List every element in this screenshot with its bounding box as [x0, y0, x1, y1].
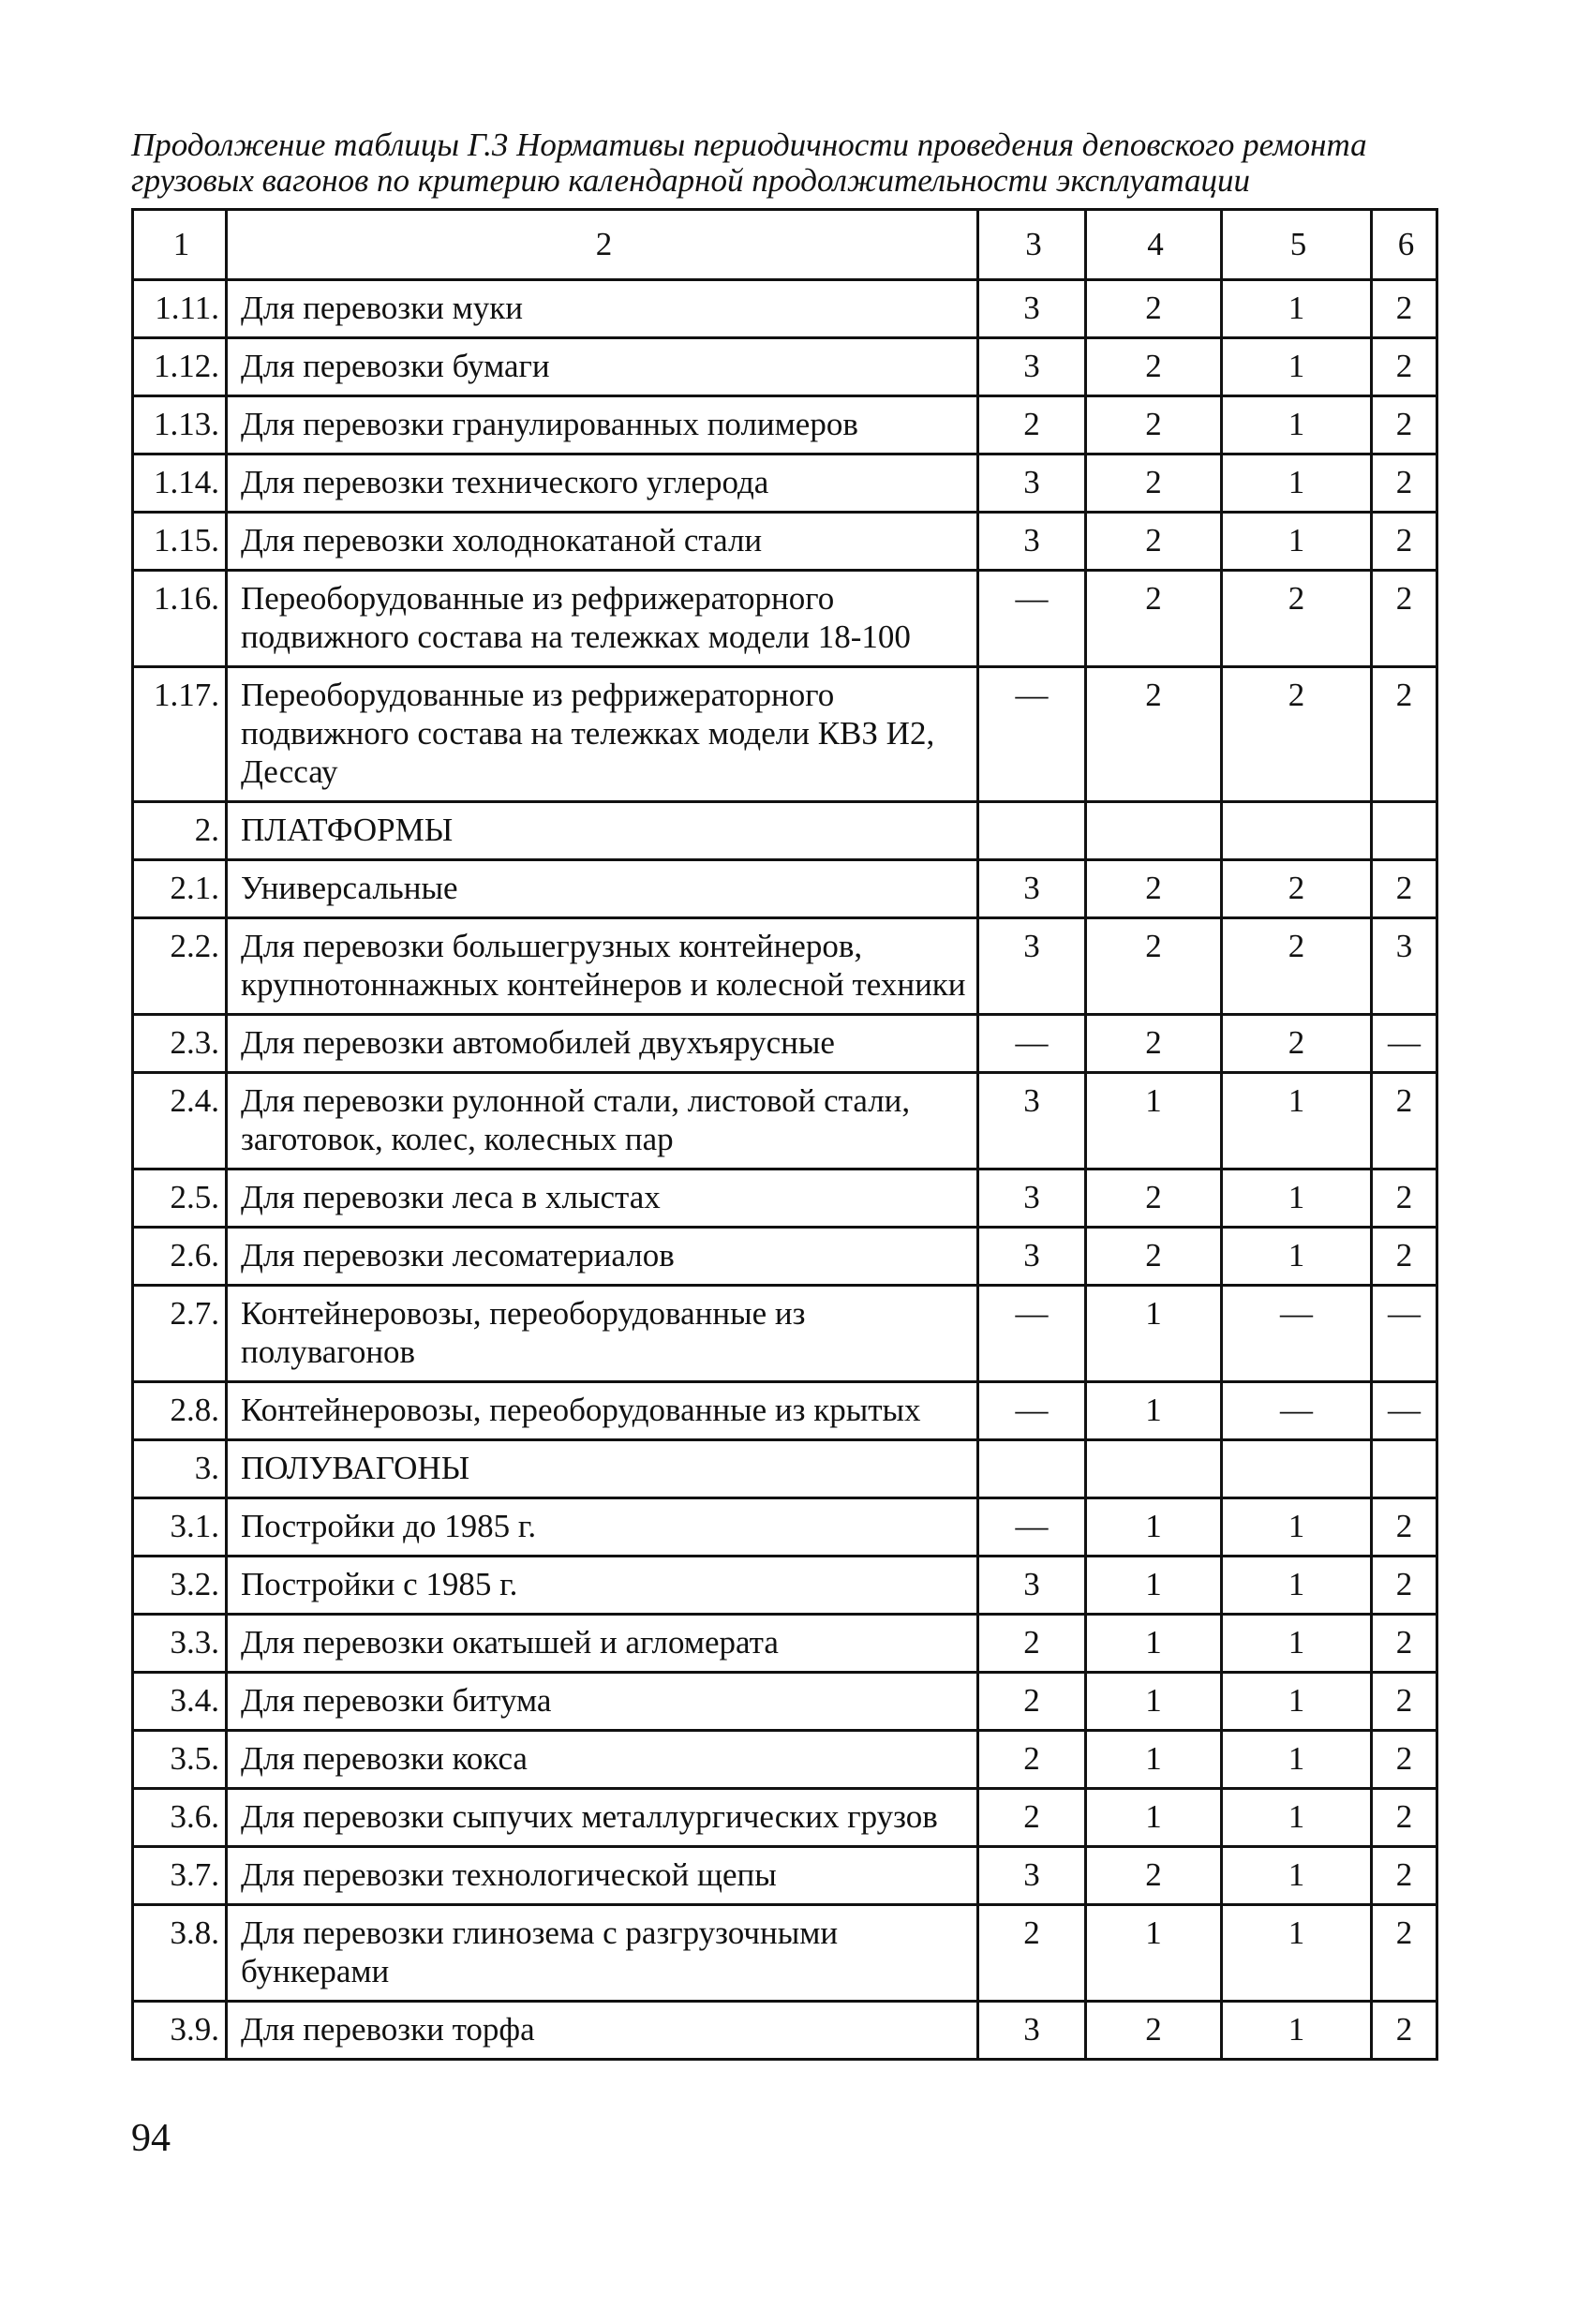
value-cell-col5: 1 — [1222, 1615, 1372, 1673]
value-cell-col3: — — [978, 1286, 1086, 1382]
value-cell-col3: 2 — [978, 1673, 1086, 1731]
value-cell-col5: 1 — [1222, 1847, 1372, 1905]
value-cell-col3 — [978, 802, 1086, 860]
value-cell-col3: 2 — [978, 396, 1086, 454]
description-cell: Переоборудованные из рефрижераторного подвижного состава на тележках модели 18-100 — [227, 571, 978, 667]
description-cell: Для перевозки технического углерода — [227, 454, 978, 513]
value-cell-col5: 2 — [1222, 667, 1372, 802]
header-cell: 4 — [1086, 210, 1222, 280]
table-row — [133, 1615, 1437, 1673]
value-cell-col3: 3 — [978, 338, 1086, 396]
header-cell: 2 — [227, 210, 978, 280]
value-cell-col3: 3 — [978, 454, 1086, 513]
value-cell-col3: 3 — [978, 860, 1086, 918]
value-cell-col6: 2 — [1372, 1228, 1437, 1286]
value-cell-col6: 2 — [1372, 338, 1437, 396]
value-cell-col4: 2 — [1086, 280, 1222, 338]
value-cell-col4: 1 — [1086, 1073, 1222, 1169]
value-cell-col3: 2 — [978, 1789, 1086, 1847]
row-number-cell: 2.8. — [133, 1382, 227, 1440]
table-row — [133, 1673, 1437, 1731]
value-cell-col3: 3 — [978, 918, 1086, 1015]
value-cell-col4: 1 — [1086, 1789, 1222, 1847]
description-cell: Для перевозки сыпучих металлургических грузов — [227, 1789, 978, 1847]
value-cell-col5 — [1222, 1440, 1372, 1498]
row-number-cell: 1.11. — [133, 280, 227, 338]
row-number-cell: 3. — [133, 1440, 227, 1498]
description-cell: Постройки до 1985 г. — [227, 1498, 978, 1557]
value-cell-col4: 1 — [1086, 1557, 1222, 1615]
value-cell-col5: 2 — [1222, 918, 1372, 1015]
description-cell: Для перевозки рулонной стали, листовой стали, заготовок, колес, колесных пар — [227, 1073, 978, 1169]
value-cell-col3: — — [978, 1382, 1086, 1440]
value-cell-col6: 2 — [1372, 396, 1437, 454]
value-cell-col3: 3 — [978, 513, 1086, 571]
value-cell-col5: 1 — [1222, 1073, 1372, 1169]
value-cell-col3: 3 — [978, 1847, 1086, 1905]
value-cell-col5: 1 — [1222, 513, 1372, 571]
description-cell: Для перевозки глинозема с разгрузочными бункерами — [227, 1905, 978, 2002]
value-cell-col5: 2 — [1222, 571, 1372, 667]
value-cell-col4: 1 — [1086, 1615, 1222, 1673]
value-cell-col6: 2 — [1372, 1498, 1437, 1557]
table-row — [133, 1169, 1437, 1228]
row-number-cell: 2.7. — [133, 1286, 227, 1382]
value-cell-col6: 2 — [1372, 1673, 1437, 1731]
table-caption — [131, 127, 1443, 199]
value-cell-col4: 1 — [1086, 1673, 1222, 1731]
value-cell-col5: 1 — [1222, 1673, 1372, 1731]
row-number-cell: 2. — [133, 802, 227, 860]
table-row — [133, 2002, 1437, 2060]
table-row — [133, 454, 1437, 513]
value-cell-col3: 2 — [978, 1731, 1086, 1789]
row-number-cell: 2.6. — [133, 1228, 227, 1286]
table-row — [133, 396, 1437, 454]
description-cell: Постройки с 1985 г. — [227, 1557, 978, 1615]
value-cell-col5: 1 — [1222, 338, 1372, 396]
value-cell-col5: 1 — [1222, 1498, 1372, 1557]
page-number: 94 — [131, 2117, 171, 2160]
description-cell: Для перевозки битума — [227, 1673, 978, 1731]
table-row — [133, 667, 1437, 802]
table-body — [133, 280, 1437, 2060]
description-cell: ПЛАТФОРМЫ — [227, 802, 978, 860]
maintenance-norms-table — [131, 208, 1438, 2061]
value-cell-col5: 1 — [1222, 1557, 1372, 1615]
value-cell-col6: 2 — [1372, 667, 1437, 802]
row-number-cell: 2.1. — [133, 860, 227, 918]
value-cell-col4: 2 — [1086, 667, 1222, 802]
table-row — [133, 1905, 1437, 2002]
description-cell: Для перевозки гранулированных полимеров — [227, 396, 978, 454]
description-cell: Контейнеровозы, переоборудованные из крытых — [227, 1382, 978, 1440]
value-cell-col5: 2 — [1222, 860, 1372, 918]
value-cell-col3: — — [978, 1498, 1086, 1557]
row-number-cell: 3.4. — [133, 1673, 227, 1731]
row-number-cell: 3.1. — [133, 1498, 227, 1557]
value-cell-col6: — — [1372, 1015, 1437, 1073]
row-number-cell: 1.17. — [133, 667, 227, 802]
row-number-cell: 1.12. — [133, 338, 227, 396]
value-cell-col5: 1 — [1222, 1169, 1372, 1228]
value-cell-col6: 2 — [1372, 1073, 1437, 1169]
value-cell-col6: — — [1372, 1286, 1437, 1382]
value-cell-col5: 1 — [1222, 1228, 1372, 1286]
caption-line-2: грузовых вагонов по критерию календарной продолжительности эксплуатации — [131, 162, 1251, 199]
value-cell-col3: — — [978, 1015, 1086, 1073]
table-row — [133, 1440, 1437, 1498]
value-cell-col3: — — [978, 571, 1086, 667]
value-cell-col3: 3 — [978, 1228, 1086, 1286]
value-cell-col6: 2 — [1372, 280, 1437, 338]
value-cell-col6: 2 — [1372, 513, 1437, 571]
caption-line-1: Продолжение таблицы Г.3 Нормативы периодичности проведения деповского ремонта — [131, 127, 1367, 163]
value-cell-col4: 2 — [1086, 513, 1222, 571]
table-row — [133, 1382, 1437, 1440]
table-row — [133, 1557, 1437, 1615]
value-cell-col4: 2 — [1086, 1169, 1222, 1228]
row-number-cell: 3.6. — [133, 1789, 227, 1847]
row-number-cell: 3.3. — [133, 1615, 227, 1673]
row-number-cell: 1.16. — [133, 571, 227, 667]
description-cell: Для перевозки холоднокатаной стали — [227, 513, 978, 571]
value-cell-col4: 1 — [1086, 1286, 1222, 1382]
description-cell: Универсальные — [227, 860, 978, 918]
value-cell-col3: 3 — [978, 1073, 1086, 1169]
description-cell: Для перевозки лесоматериалов — [227, 1228, 978, 1286]
row-number-cell: 2.4. — [133, 1073, 227, 1169]
description-cell: Для перевозки торфа — [227, 2002, 978, 2060]
value-cell-col6: 2 — [1372, 1789, 1437, 1847]
row-number-cell: 2.5. — [133, 1169, 227, 1228]
value-cell-col4: 2 — [1086, 2002, 1222, 2060]
value-cell-col6: 2 — [1372, 571, 1437, 667]
value-cell-col6: 2 — [1372, 1905, 1437, 2002]
value-cell-col5 — [1222, 802, 1372, 860]
value-cell-col4: 2 — [1086, 396, 1222, 454]
value-cell-col4: 1 — [1086, 1905, 1222, 2002]
value-cell-col5: 2 — [1222, 1015, 1372, 1073]
value-cell-col6: 2 — [1372, 454, 1437, 513]
value-cell-col3: 3 — [978, 1169, 1086, 1228]
value-cell-col5: 1 — [1222, 1789, 1372, 1847]
value-cell-col5: 1 — [1222, 1731, 1372, 1789]
description-cell: Для перевозки бумаги — [227, 338, 978, 396]
header-cell: 6 — [1372, 210, 1437, 280]
value-cell-col3: 3 — [978, 280, 1086, 338]
row-number-cell: 2.2. — [133, 918, 227, 1015]
value-cell-col4: 2 — [1086, 1847, 1222, 1905]
value-cell-col6 — [1372, 1440, 1437, 1498]
table-row — [133, 1847, 1437, 1905]
row-number-cell: 1.15. — [133, 513, 227, 571]
table-row — [133, 1073, 1437, 1169]
value-cell-col4 — [1086, 802, 1222, 860]
description-cell: Контейнеровозы, переоборудованные из полувагонов — [227, 1286, 978, 1382]
header-cell: 5 — [1222, 210, 1372, 280]
value-cell-col5: 1 — [1222, 2002, 1372, 2060]
description-cell: Для перевозки леса в хлыстах — [227, 1169, 978, 1228]
table-row — [133, 338, 1437, 396]
value-cell-col4: 1 — [1086, 1382, 1222, 1440]
value-cell-col3: 3 — [978, 2002, 1086, 2060]
value-cell-col6 — [1372, 802, 1437, 860]
description-cell: Для перевозки большегрузных контейнеров, крупнотоннажных контейнеров и колесной техники — [227, 918, 978, 1015]
table-row — [133, 860, 1437, 918]
header-row — [133, 210, 1437, 280]
value-cell-col5: 1 — [1222, 396, 1372, 454]
description-cell: Для перевозки автомобилей двухъярусные — [227, 1015, 978, 1073]
description-cell: ПОЛУВАГОНЫ — [227, 1440, 978, 1498]
value-cell-col6: 2 — [1372, 860, 1437, 918]
value-cell-col4: 1 — [1086, 1498, 1222, 1557]
value-cell-col4: 2 — [1086, 1015, 1222, 1073]
value-cell-col5: 1 — [1222, 454, 1372, 513]
table-row — [133, 1498, 1437, 1557]
value-cell-col6: 2 — [1372, 1169, 1437, 1228]
table-row — [133, 1015, 1437, 1073]
value-cell-col3 — [978, 1440, 1086, 1498]
table-row — [133, 513, 1437, 571]
value-cell-col5: 1 — [1222, 1905, 1372, 2002]
value-cell-col4: 1 — [1086, 1731, 1222, 1789]
description-cell: Переоборудованные из рефрижераторного подвижного состава на тележках модели КВЗ И2, Дессау — [227, 667, 978, 802]
value-cell-col6: 2 — [1372, 1731, 1437, 1789]
value-cell-col3: 2 — [978, 1905, 1086, 2002]
value-cell-col6: 2 — [1372, 2002, 1437, 2060]
table-row — [133, 280, 1437, 338]
value-cell-col4: 2 — [1086, 454, 1222, 513]
value-cell-col6: 2 — [1372, 1557, 1437, 1615]
value-cell-col3: — — [978, 667, 1086, 802]
row-number-cell: 3.2. — [133, 1557, 227, 1615]
description-cell: Для перевозки окатышей и агломерата — [227, 1615, 978, 1673]
value-cell-col5: 1 — [1222, 280, 1372, 338]
table-row — [133, 571, 1437, 667]
value-cell-col4: 2 — [1086, 918, 1222, 1015]
table-row — [133, 918, 1437, 1015]
table-row — [133, 1286, 1437, 1382]
row-number-cell: 3.8. — [133, 1905, 227, 2002]
row-number-cell: 1.14. — [133, 454, 227, 513]
header-cell: 3 — [978, 210, 1086, 280]
value-cell-col6: 2 — [1372, 1615, 1437, 1673]
description-cell: Для перевозки кокса — [227, 1731, 978, 1789]
table-row — [133, 802, 1437, 860]
value-cell-col6: — — [1372, 1382, 1437, 1440]
value-cell-col5: — — [1222, 1382, 1372, 1440]
value-cell-col6: 2 — [1372, 1847, 1437, 1905]
value-cell-col4: 2 — [1086, 860, 1222, 918]
value-cell-col4 — [1086, 1440, 1222, 1498]
row-number-cell: 3.9. — [133, 2002, 227, 2060]
value-cell-col6: 3 — [1372, 918, 1437, 1015]
row-number-cell: 3.7. — [133, 1847, 227, 1905]
row-number-cell: 2.3. — [133, 1015, 227, 1073]
value-cell-col5: — — [1222, 1286, 1372, 1382]
table-row — [133, 1789, 1437, 1847]
value-cell-col4: 2 — [1086, 1228, 1222, 1286]
value-cell-col3: 2 — [978, 1615, 1086, 1673]
row-number-cell: 3.5. — [133, 1731, 227, 1789]
value-cell-col3: 3 — [978, 1557, 1086, 1615]
table-row — [133, 1228, 1437, 1286]
table-row — [133, 1731, 1437, 1789]
description-cell: Для перевозки технологической щепы — [227, 1847, 978, 1905]
header-cell: 1 — [133, 210, 227, 280]
value-cell-col4: 2 — [1086, 571, 1222, 667]
row-number-cell: 1.13. — [133, 396, 227, 454]
value-cell-col4: 2 — [1086, 338, 1222, 396]
description-cell: Для перевозки муки — [227, 280, 978, 338]
